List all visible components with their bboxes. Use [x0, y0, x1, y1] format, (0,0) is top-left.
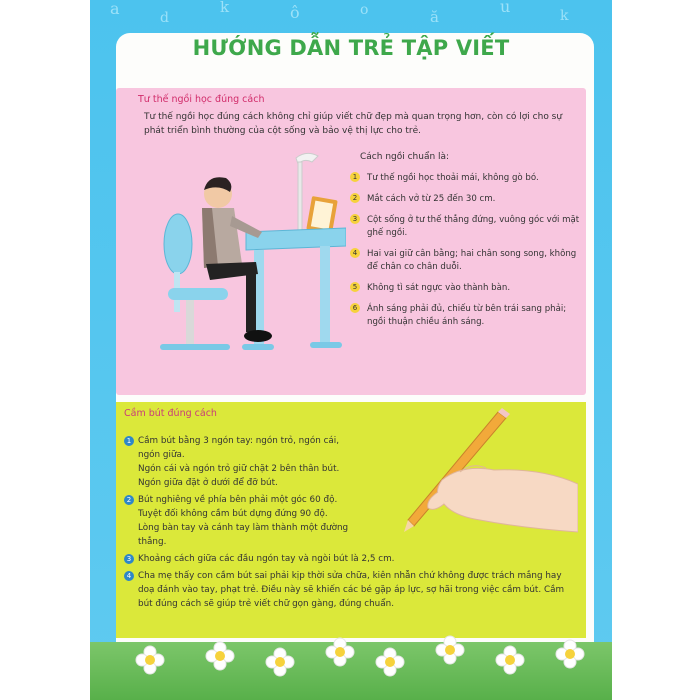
- svg-text:o: o: [360, 2, 383, 18]
- daisy-flower-icon: [376, 648, 404, 676]
- list-item-text: Cột sống ở tư thế thẳng đứng, vuông góc với mặt ghế ngồi.: [367, 215, 580, 238]
- posture-intro: Tư thế ngồi học đúng cách không chỉ giúp viết chữ đẹp mà quan trọng hơn, còn có lợi cho sự phát triển bình thường của cột sống và bảo vệ thị lực cho trẻ.: [144, 112, 563, 136]
- list-item-text: Mắt cách vở từ 25 đến 30 cm.: [367, 194, 496, 204]
- daisy-flower-icon: [326, 638, 354, 666]
- list-item: [124, 493, 363, 549]
- daisy-flower-icon: [136, 646, 164, 674]
- number-badge: 4: [350, 248, 360, 258]
- list-item-text: Ánh sáng phải đủ, chiếu từ bên trái sang phải; ngồi thuận chiều ánh sáng.: [367, 304, 567, 327]
- number-badge: 1: [350, 172, 360, 182]
- pen-list: [124, 434, 574, 614]
- page-title: HƯỚNG DẪN TRẺ TẬP VIẾT: [192, 36, 510, 60]
- number-badge: 6: [350, 303, 360, 313]
- svg-text:k: k: [220, 0, 244, 16]
- list-item-line: Bút nghiêng về phía bên phải một góc 60 độ.: [138, 495, 338, 505]
- daisy-flower-icon: [496, 646, 524, 674]
- svg-text:d: d: [160, 10, 183, 26]
- list-item-text: Hai vai giữ cân bằng; hai chân song song, không để chân co chân duỗi.: [367, 249, 577, 272]
- list-item: [350, 214, 586, 240]
- list-item-line: Tuyệt đối không cầm bút dựng đứng 90 độ.: [138, 509, 328, 519]
- list-item-line: Ngón giữa đặt ở dưới để đỡ bút.: [138, 478, 278, 488]
- list-item-line: Cha mẹ thấy con cầm bút sai phải kịp thời sửa chữa, kiên nhẫn chứ không được trách mắng hay doạ đánh vào tay, phạt trẻ. Điều này sẽ khiến các bé gặp áp lực, sợ hãi trong việc cầm bút. Cầm bút đúng cách sẽ giúp trẻ viết chữ gọn gàng, đúng chuẩn.: [138, 571, 565, 609]
- daisy-flower-icon: [436, 636, 464, 664]
- pen-heading: Cầm bút đúng cách: [124, 408, 217, 419]
- child-at-desk-illustration: [146, 146, 346, 386]
- svg-text:u: u: [500, 0, 525, 16]
- number-badge: 1: [124, 436, 134, 446]
- list-item: [350, 248, 586, 274]
- list-item: [350, 193, 586, 206]
- list-item-text: Tư thế ngồi học thoải mái, không gò bó.: [367, 173, 539, 183]
- number-badge: 4: [124, 571, 134, 581]
- list-item: [350, 282, 586, 295]
- number-badge: 5: [350, 282, 360, 292]
- posture-subheading: Cách ngồi chuẩn là:: [360, 152, 450, 162]
- number-badge: 2: [124, 495, 134, 505]
- list-item: [350, 172, 586, 185]
- number-badge: 3: [124, 554, 134, 564]
- list-item-line: Lòng bàn tay và cánh tay làm thành một đường thẳng.: [138, 523, 349, 547]
- daisy-flower-icon: [266, 648, 294, 676]
- workbook-page: [90, 0, 612, 700]
- svg-text:ă: ă: [430, 8, 453, 26]
- number-badge: 2: [350, 193, 360, 203]
- list-item: [350, 303, 586, 329]
- daisy-flower-icon: [206, 642, 234, 670]
- list-item-line: Cầm bút bằng 3 ngón tay: ngón trỏ, ngón cái, ngón giữa.: [138, 436, 340, 460]
- number-badge: 3: [350, 214, 360, 224]
- svg-text:a: a: [110, 0, 134, 18]
- list-item: [124, 569, 574, 611]
- posture-list: [350, 172, 586, 337]
- posture-section: [116, 88, 586, 395]
- pen-section: [116, 402, 586, 638]
- flowers-decoration: [90, 620, 612, 700]
- list-item-line: Ngón cái và ngón trỏ giữ chặt 2 bên thân bút.: [138, 464, 340, 474]
- svg-text:k: k: [560, 8, 583, 24]
- list-item-text: Không tì sát ngực vào thành bàn.: [367, 283, 511, 293]
- list-item-line: Khoảng cách giữa các đầu ngón tay và ngòi bút là 2,5 cm.: [138, 554, 395, 564]
- svg-text:ô: ô: [290, 3, 314, 22]
- daisy-flower-icon: [556, 640, 584, 668]
- list-item: [124, 552, 574, 566]
- list-item: [124, 434, 363, 490]
- posture-heading: Tư thế ngồi học đúng cách: [138, 94, 265, 105]
